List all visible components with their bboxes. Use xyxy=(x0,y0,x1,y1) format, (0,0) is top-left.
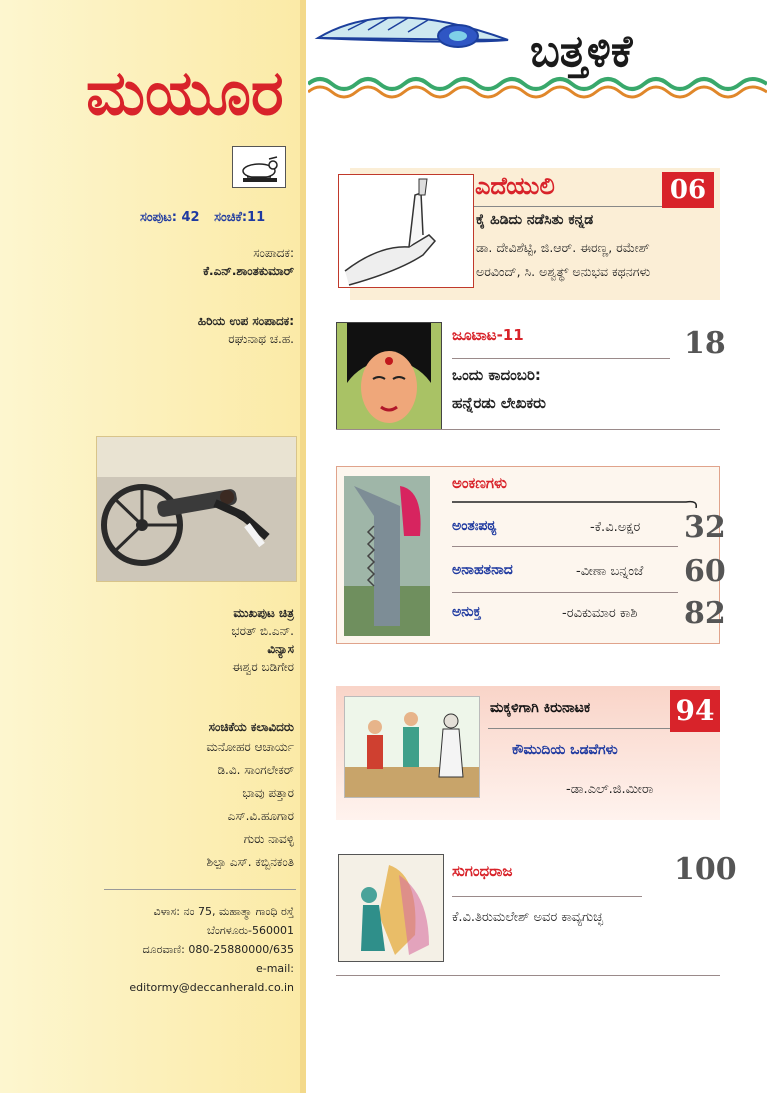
column-rule xyxy=(452,546,678,547)
sidebar-edge xyxy=(300,0,306,1093)
jootata-title: ಜೂಟಾಟ-11 xyxy=(452,326,524,344)
design-name: ಈಶ್ವರ ಬಡಿಗೇರ xyxy=(232,660,294,674)
senior-editor-block xyxy=(110,312,294,348)
artist-name: ಮನೋಹರ ಆಚಾರ್ಯ xyxy=(206,740,294,754)
volume-label: ಸಂಪುಟ: 42 xyxy=(140,210,200,225)
column-author: -ಕೆ.ವಿ.ಅಕ್ಷರ xyxy=(590,520,641,535)
ox-emblem-icon xyxy=(232,146,286,188)
childrens-play-rule xyxy=(488,728,670,729)
address-city: ಬೆಂಗಳೂರು-560001 xyxy=(206,924,294,937)
sugandharaja-subtitle: ಕೆ.ವಿ.ತಿರುಮಲೇಶ್ ಅವರ ಕಾವ್ಯಗುಚ್ಛ xyxy=(452,910,603,925)
column-author: -ವೀಣಾ ಬನ್ನಂಜೆ xyxy=(576,564,644,579)
column-page: 60 xyxy=(684,554,726,589)
childrens-play-subtitle: ಕೌಮುದಿಯ ಒಡವೆಗಳು xyxy=(512,742,618,758)
play-illustration-thumbnail xyxy=(344,696,480,798)
cover-credit-block xyxy=(110,604,294,676)
ediyuli-desc-line2: ಅರವಿಂದ್, ಸಿ. ಅಶ್ವತ್ಥ್ ಅನುಭವ ಕಥನಗಳು xyxy=(476,264,651,279)
jootata-line1: ಒಂದು ಕಾದಂಬರಿ: xyxy=(452,366,541,384)
masthead-text: ಮಯೂರ xyxy=(86,56,284,129)
issue-number: ಸಂಚಿಕೆ:11 xyxy=(214,210,266,225)
columns-swash-rule xyxy=(452,496,702,510)
address-line: ವಿಳಾಸ: ನಂ 75, ಮಹಾತ್ಮಾ ಗಾಂಧಿ ರಸ್ತೆ xyxy=(153,905,294,918)
senior-editor-label: ಹಿರಿಯ ಉಪ ಸಂಪಾದಕ: xyxy=(197,314,294,328)
artist-name: ಗುರು ನಾವಳ್ಳಿ xyxy=(243,832,294,846)
email: e-mail: editormy@deccanherald.co.in xyxy=(129,962,294,994)
woman-portrait-thumbnail xyxy=(336,322,442,430)
address-block xyxy=(104,902,294,997)
address-divider xyxy=(104,889,296,890)
hand-sketch-thumbnail xyxy=(338,174,474,288)
ediyuli-rule xyxy=(474,206,662,207)
childrens-play-author: -ಡಾ.ಎಲ್.ಜಿ.ಮೀರಾ xyxy=(566,782,654,797)
artist-name: ಶಿಲ್ಪಾ ಎಸ್. ಕಬ್ಬಿನಕಂತಿ xyxy=(206,855,294,869)
senior-editor-name: ರಘುನಾಥ ಚ.ಹ. xyxy=(228,332,294,346)
sugandharaja-page: 100 xyxy=(674,852,737,887)
painting-thumbnail xyxy=(338,854,444,962)
column-name: ಅನಾಹತನಾದ xyxy=(452,562,513,578)
artist-name: ಡಿ.ವಿ. ಸಾಂಗಲೇಕರ್ xyxy=(217,763,294,777)
sculpture-thumbnail xyxy=(344,476,430,636)
editor-label: ಸಂಪಾದಕ: xyxy=(253,246,294,260)
jootata-bottom-rule xyxy=(336,429,720,430)
columns-title: ಅಂಕಣಗಳು xyxy=(452,474,507,492)
cover-name: ಭರತ್ ಬಿ.ಎನ್. xyxy=(231,624,294,638)
column-name: ಅನುಕ್ತ xyxy=(452,604,481,620)
ediyuli-desc-line1: ಡಾ. ದೇವಿಶೆಟ್ಟಿ, ಜಿ.ಆರ್. ಈರಣ್ಣ, ರಮೇಶ್ xyxy=(476,240,650,255)
artists-block xyxy=(110,718,294,874)
artists-label: ಸಂಚಿಕೆಯ ಕಲಾವಿದರು xyxy=(208,720,294,734)
phone: ದೂರವಾಣಿ: 080-25880000/635 xyxy=(142,943,294,956)
issue-info xyxy=(140,210,275,225)
masthead-logo xyxy=(84,48,296,130)
ediyuli-title: ಎದೆಯುಲಿ xyxy=(475,172,555,200)
editor-name: ಕೆ.ಎನ್.ಶಾಂತಕುಮಾರ್ xyxy=(203,264,294,278)
sugandharaja-bottom-rule xyxy=(336,975,720,976)
artist-name: ಭಾವು ಪತ್ತಾರ xyxy=(242,786,294,800)
artist-name: ಎಸ್.ವಿ.ಹೂಗಾರ xyxy=(227,809,294,823)
childrens-play-page-badge: 94 xyxy=(670,690,720,732)
cover-photo xyxy=(96,436,297,582)
column-rule xyxy=(452,592,678,593)
childrens-play-title: ಮಕ್ಕಳಿಗಾಗಿ ಕಿರುನಾಟಕ xyxy=(490,700,591,716)
jootata-page: 18 xyxy=(684,326,726,361)
sugandharaja-title: ಸುಗಂಧರಾಜ xyxy=(452,862,513,880)
column-name: ಅಂತಃಪಠ್ಯ xyxy=(452,518,497,534)
sugandharaja-rule xyxy=(452,896,642,897)
column-author: -ರವಿಕುಮಾರ ಕಾಶಿ xyxy=(562,606,638,621)
ediyuli-page-badge: 06 xyxy=(662,172,714,208)
jootata-line2: ಹನ್ನೆರಡು ಲೇಖಕರು xyxy=(452,394,546,412)
editor-block xyxy=(110,244,294,280)
column-page: 32 xyxy=(684,510,726,545)
column-page: 82 xyxy=(684,596,726,631)
section-title: ಬತ್ತಳಿಕೆ xyxy=(530,26,633,77)
design-label: ವಿನ್ಯಾಸ xyxy=(267,642,294,656)
cover-label: ಮುಖಪುಟ ಚಿತ್ರ xyxy=(233,606,294,620)
ediyuli-subtitle: ಕೈ ಹಿಡಿದು ನಡೆಸಿತು ಕನ್ನಡ xyxy=(476,212,594,228)
jootata-rule xyxy=(452,358,670,359)
